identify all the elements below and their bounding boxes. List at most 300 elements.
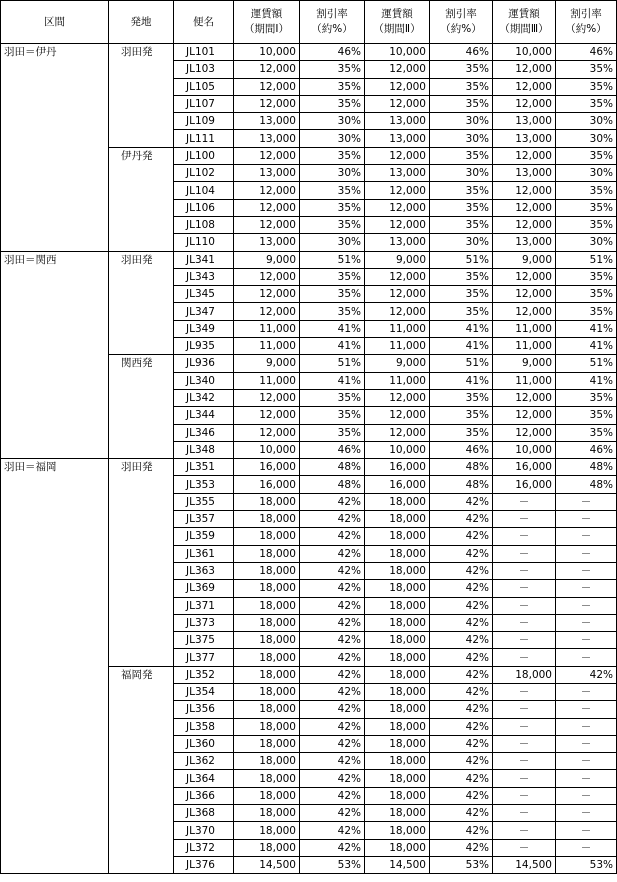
discount-period-3-cell: 46% bbox=[556, 44, 617, 61]
fare-period-3-cell: 11,000 bbox=[493, 320, 556, 337]
flight-number-cell: JL341 bbox=[174, 251, 234, 268]
discount-period-2-cell: 42% bbox=[430, 701, 493, 718]
discount-period-2-cell: 42% bbox=[430, 597, 493, 614]
origin-cell: 伊丹発 bbox=[109, 147, 174, 251]
fare-period-3-cell: 10,000 bbox=[493, 44, 556, 61]
discount-period-1-cell: 42% bbox=[300, 528, 365, 545]
discount-period-1-cell: 42% bbox=[300, 822, 365, 839]
fare-period-3-cell: 9,000 bbox=[493, 355, 556, 372]
fare-period-3-cell: 11,000 bbox=[493, 338, 556, 355]
discount-period-3-cell: － bbox=[556, 770, 617, 787]
origin-cell: 羽田発 bbox=[109, 459, 174, 667]
fare-period-3-cell: 18,000 bbox=[493, 666, 556, 683]
fare-period-2-cell: 18,000 bbox=[365, 683, 430, 700]
discount-period-2-cell: 35% bbox=[430, 216, 493, 233]
fare-period-1-cell: 12,000 bbox=[234, 199, 300, 216]
fare-period-3-cell: 12,000 bbox=[493, 182, 556, 199]
flight-number-cell: JL352 bbox=[174, 666, 234, 683]
flight-number-cell: JL342 bbox=[174, 389, 234, 406]
header-fare-period-3: 運賃額 （期間Ⅲ） bbox=[493, 1, 556, 44]
fare-period-2-cell: 12,000 bbox=[365, 78, 430, 95]
fare-period-2-cell: 18,000 bbox=[365, 511, 430, 528]
fare-period-2-cell: 12,000 bbox=[365, 199, 430, 216]
fare-period-3-cell: － bbox=[493, 562, 556, 579]
discount-period-1-cell: 35% bbox=[300, 286, 365, 303]
flight-number-cell: JL107 bbox=[174, 95, 234, 112]
discount-period-3-cell: － bbox=[556, 580, 617, 597]
discount-period-2-cell: 35% bbox=[430, 95, 493, 112]
flight-number-cell: JL106 bbox=[174, 199, 234, 216]
discount-period-3-cell: 35% bbox=[556, 199, 617, 216]
fare-period-2-cell: 14,500 bbox=[365, 856, 430, 873]
flight-number-cell: JL108 bbox=[174, 216, 234, 233]
fare-period-3-cell: 13,000 bbox=[493, 234, 556, 251]
discount-period-2-cell: 42% bbox=[430, 493, 493, 510]
flight-number-cell: JL105 bbox=[174, 78, 234, 95]
discount-period-3-cell: 46% bbox=[556, 441, 617, 458]
fare-period-3-cell: 13,000 bbox=[493, 165, 556, 182]
fare-period-1-cell: 9,000 bbox=[234, 251, 300, 268]
fare-period-2-cell: 16,000 bbox=[365, 459, 430, 476]
fare-period-3-cell: － bbox=[493, 614, 556, 631]
fare-period-1-cell: 9,000 bbox=[234, 355, 300, 372]
flight-number-cell: JL353 bbox=[174, 476, 234, 493]
discount-period-2-cell: 35% bbox=[430, 286, 493, 303]
flight-number-cell: JL347 bbox=[174, 303, 234, 320]
fare-period-3-cell: 11,000 bbox=[493, 372, 556, 389]
fare-period-1-cell: 18,000 bbox=[234, 580, 300, 597]
discount-period-1-cell: 42% bbox=[300, 805, 365, 822]
fare-period-1-cell: 13,000 bbox=[234, 130, 300, 147]
discount-period-1-cell: 42% bbox=[300, 597, 365, 614]
discount-period-2-cell: 42% bbox=[430, 614, 493, 631]
discount-period-1-cell: 30% bbox=[300, 113, 365, 130]
fare-period-2-cell: 18,000 bbox=[365, 839, 430, 856]
fare-period-3-cell: 13,000 bbox=[493, 113, 556, 130]
fare-period-1-cell: 16,000 bbox=[234, 459, 300, 476]
origin-cell: 関西発 bbox=[109, 355, 174, 459]
discount-period-3-cell: － bbox=[556, 528, 617, 545]
table-row bbox=[1, 459, 617, 476]
discount-period-3-cell: 35% bbox=[556, 407, 617, 424]
discount-period-2-cell: 42% bbox=[430, 562, 493, 579]
fare-period-2-cell: 18,000 bbox=[365, 632, 430, 649]
discount-period-3-cell: 35% bbox=[556, 424, 617, 441]
discount-period-3-cell: 41% bbox=[556, 320, 617, 337]
discount-period-2-cell: 42% bbox=[430, 822, 493, 839]
fare-period-3-cell: － bbox=[493, 493, 556, 510]
header-flight: 便名 bbox=[174, 1, 234, 44]
discount-period-2-cell: 48% bbox=[430, 459, 493, 476]
discount-period-1-cell: 35% bbox=[300, 78, 365, 95]
fare-period-2-cell: 12,000 bbox=[365, 424, 430, 441]
fare-period-1-cell: 12,000 bbox=[234, 407, 300, 424]
discount-period-3-cell: 51% bbox=[556, 251, 617, 268]
discount-period-1-cell: 48% bbox=[300, 459, 365, 476]
discount-period-2-cell: 42% bbox=[430, 666, 493, 683]
flight-number-cell: JL103 bbox=[174, 61, 234, 78]
fare-period-2-cell: 18,000 bbox=[365, 597, 430, 614]
fare-period-2-cell: 18,000 bbox=[365, 562, 430, 579]
fare-period-2-cell: 11,000 bbox=[365, 372, 430, 389]
discount-period-3-cell: － bbox=[556, 545, 617, 562]
fare-period-1-cell: 12,000 bbox=[234, 78, 300, 95]
fare-period-2-cell: 12,000 bbox=[365, 303, 430, 320]
fare-period-2-cell: 12,000 bbox=[365, 216, 430, 233]
fare-period-2-cell: 18,000 bbox=[365, 735, 430, 752]
fare-period-2-cell: 12,000 bbox=[365, 95, 430, 112]
discount-period-3-cell: 35% bbox=[556, 95, 617, 112]
fare-period-3-cell: － bbox=[493, 597, 556, 614]
flight-number-cell: JL101 bbox=[174, 44, 234, 61]
discount-period-1-cell: 46% bbox=[300, 44, 365, 61]
fare-period-3-cell: 12,000 bbox=[493, 78, 556, 95]
discount-period-2-cell: 41% bbox=[430, 338, 493, 355]
fare-period-3-cell: － bbox=[493, 805, 556, 822]
flight-number-cell: JL358 bbox=[174, 718, 234, 735]
fare-period-1-cell: 18,000 bbox=[234, 822, 300, 839]
discount-period-2-cell: 35% bbox=[430, 407, 493, 424]
fare-period-2-cell: 11,000 bbox=[365, 320, 430, 337]
flight-number-cell: JL344 bbox=[174, 407, 234, 424]
flight-number-cell: JL361 bbox=[174, 545, 234, 562]
flight-number-cell: JL368 bbox=[174, 805, 234, 822]
discount-period-2-cell: 30% bbox=[430, 130, 493, 147]
discount-period-1-cell: 41% bbox=[300, 372, 365, 389]
table-row bbox=[1, 44, 617, 61]
discount-period-2-cell: 42% bbox=[430, 511, 493, 528]
flight-number-cell: JL372 bbox=[174, 839, 234, 856]
fare-period-2-cell: 18,000 bbox=[365, 718, 430, 735]
discount-period-1-cell: 42% bbox=[300, 787, 365, 804]
discount-period-1-cell: 42% bbox=[300, 614, 365, 631]
discount-period-3-cell: － bbox=[556, 562, 617, 579]
fare-period-3-cell: 12,000 bbox=[493, 268, 556, 285]
fare-period-3-cell: 12,000 bbox=[493, 61, 556, 78]
section-route-cell: 羽田＝関西 bbox=[1, 251, 109, 459]
discount-period-2-cell: 42% bbox=[430, 632, 493, 649]
flight-number-cell: JL354 bbox=[174, 683, 234, 700]
discount-period-1-cell: 35% bbox=[300, 424, 365, 441]
fare-period-1-cell: 18,000 bbox=[234, 787, 300, 804]
flight-number-cell: JL340 bbox=[174, 372, 234, 389]
discount-period-2-cell: 42% bbox=[430, 839, 493, 856]
discount-period-1-cell: 35% bbox=[300, 407, 365, 424]
flight-number-cell: JL363 bbox=[174, 562, 234, 579]
discount-period-1-cell: 30% bbox=[300, 165, 365, 182]
discount-period-3-cell: 41% bbox=[556, 372, 617, 389]
discount-period-3-cell: － bbox=[556, 493, 617, 510]
fare-period-1-cell: 13,000 bbox=[234, 234, 300, 251]
fare-period-1-cell: 18,000 bbox=[234, 562, 300, 579]
flight-number-cell: JL377 bbox=[174, 649, 234, 666]
fare-period-1-cell: 18,000 bbox=[234, 735, 300, 752]
fare-period-2-cell: 9,000 bbox=[365, 251, 430, 268]
header-discount-period-1: 割引率 （約%） bbox=[300, 1, 365, 44]
fare-period-2-cell: 18,000 bbox=[365, 493, 430, 510]
fare-period-2-cell: 18,000 bbox=[365, 805, 430, 822]
discount-period-3-cell: － bbox=[556, 511, 617, 528]
fare-period-2-cell: 18,000 bbox=[365, 701, 430, 718]
flight-number-cell: JL343 bbox=[174, 268, 234, 285]
flight-number-cell: JL359 bbox=[174, 528, 234, 545]
fare-period-3-cell: 12,000 bbox=[493, 389, 556, 406]
discount-period-2-cell: 42% bbox=[430, 770, 493, 787]
discount-period-3-cell: － bbox=[556, 632, 617, 649]
discount-period-1-cell: 35% bbox=[300, 61, 365, 78]
fare-period-1-cell: 18,000 bbox=[234, 805, 300, 822]
fare-period-1-cell: 18,000 bbox=[234, 597, 300, 614]
fare-period-2-cell: 18,000 bbox=[365, 528, 430, 545]
fare-period-1-cell: 12,000 bbox=[234, 424, 300, 441]
discount-period-1-cell: 42% bbox=[300, 753, 365, 770]
flight-number-cell: JL936 bbox=[174, 355, 234, 372]
flight-number-cell: JL373 bbox=[174, 614, 234, 631]
discount-period-1-cell: 42% bbox=[300, 632, 365, 649]
discount-period-1-cell: 53% bbox=[300, 856, 365, 873]
discount-period-3-cell: － bbox=[556, 787, 617, 804]
fare-period-1-cell: 18,000 bbox=[234, 839, 300, 856]
discount-period-3-cell: 35% bbox=[556, 216, 617, 233]
discount-period-2-cell: 42% bbox=[430, 753, 493, 770]
discount-period-1-cell: 42% bbox=[300, 511, 365, 528]
flight-number-cell: JL111 bbox=[174, 130, 234, 147]
flight-number-cell: JL351 bbox=[174, 459, 234, 476]
fare-period-1-cell: 18,000 bbox=[234, 545, 300, 562]
fare-period-1-cell: 12,000 bbox=[234, 95, 300, 112]
discount-period-2-cell: 46% bbox=[430, 441, 493, 458]
discount-period-2-cell: 46% bbox=[430, 44, 493, 61]
fare-period-1-cell: 18,000 bbox=[234, 632, 300, 649]
fare-period-3-cell: － bbox=[493, 701, 556, 718]
discount-period-2-cell: 41% bbox=[430, 320, 493, 337]
discount-period-3-cell: － bbox=[556, 822, 617, 839]
discount-period-3-cell: － bbox=[556, 735, 617, 752]
header-discount-period-3: 割引率 （約%） bbox=[556, 1, 617, 44]
discount-period-3-cell: － bbox=[556, 597, 617, 614]
fare-period-2-cell: 18,000 bbox=[365, 787, 430, 804]
discount-period-3-cell: 48% bbox=[556, 459, 617, 476]
discount-period-3-cell: 35% bbox=[556, 147, 617, 164]
discount-period-2-cell: 42% bbox=[430, 683, 493, 700]
flight-number-cell: JL110 bbox=[174, 234, 234, 251]
discount-period-1-cell: 42% bbox=[300, 839, 365, 856]
flight-number-cell: JL357 bbox=[174, 511, 234, 528]
header-fare-period-2: 運賃額 （期間Ⅱ） bbox=[365, 1, 430, 44]
fare-period-3-cell: 12,000 bbox=[493, 286, 556, 303]
fare-period-1-cell: 12,000 bbox=[234, 303, 300, 320]
flight-number-cell: JL360 bbox=[174, 735, 234, 752]
discount-period-2-cell: 42% bbox=[430, 735, 493, 752]
origin-cell: 羽田発 bbox=[109, 44, 174, 148]
origin-cell: 福岡発 bbox=[109, 666, 174, 874]
discount-period-1-cell: 35% bbox=[300, 303, 365, 320]
discount-period-1-cell: 35% bbox=[300, 268, 365, 285]
discount-period-3-cell: 35% bbox=[556, 389, 617, 406]
fare-period-2-cell: 12,000 bbox=[365, 286, 430, 303]
discount-period-2-cell: 30% bbox=[430, 113, 493, 130]
discount-period-2-cell: 42% bbox=[430, 649, 493, 666]
fare-period-3-cell: 12,000 bbox=[493, 199, 556, 216]
fare-period-3-cell: 12,000 bbox=[493, 95, 556, 112]
discount-period-1-cell: 42% bbox=[300, 545, 365, 562]
discount-period-3-cell: － bbox=[556, 805, 617, 822]
discount-period-3-cell: 51% bbox=[556, 355, 617, 372]
discount-period-1-cell: 42% bbox=[300, 649, 365, 666]
fare-period-2-cell: 11,000 bbox=[365, 338, 430, 355]
fare-period-2-cell: 10,000 bbox=[365, 441, 430, 458]
fare-period-1-cell: 18,000 bbox=[234, 701, 300, 718]
fare-period-3-cell: － bbox=[493, 735, 556, 752]
fare-period-2-cell: 18,000 bbox=[365, 822, 430, 839]
discount-period-1-cell: 35% bbox=[300, 147, 365, 164]
discount-period-3-cell: 41% bbox=[556, 338, 617, 355]
fare-period-1-cell: 12,000 bbox=[234, 286, 300, 303]
discount-period-3-cell: 42% bbox=[556, 666, 617, 683]
fare-period-1-cell: 18,000 bbox=[234, 511, 300, 528]
fare-period-2-cell: 16,000 bbox=[365, 476, 430, 493]
flight-number-cell: JL371 bbox=[174, 597, 234, 614]
discount-period-1-cell: 42% bbox=[300, 666, 365, 683]
fare-period-2-cell: 12,000 bbox=[365, 182, 430, 199]
fare-period-3-cell: 14,500 bbox=[493, 856, 556, 873]
discount-period-3-cell: 35% bbox=[556, 268, 617, 285]
fare-period-2-cell: 12,000 bbox=[365, 61, 430, 78]
fare-period-3-cell: 12,000 bbox=[493, 407, 556, 424]
discount-period-1-cell: 35% bbox=[300, 389, 365, 406]
discount-period-3-cell: 53% bbox=[556, 856, 617, 873]
fare-period-1-cell: 18,000 bbox=[234, 753, 300, 770]
discount-period-3-cell: 48% bbox=[556, 476, 617, 493]
fare-period-3-cell: － bbox=[493, 632, 556, 649]
fare-period-1-cell: 12,000 bbox=[234, 182, 300, 199]
flight-number-cell: JL375 bbox=[174, 632, 234, 649]
fare-period-1-cell: 18,000 bbox=[234, 683, 300, 700]
header-section: 区間 bbox=[1, 1, 109, 44]
discount-period-1-cell: 30% bbox=[300, 234, 365, 251]
fare-period-1-cell: 18,000 bbox=[234, 528, 300, 545]
flight-number-cell: JL109 bbox=[174, 113, 234, 130]
flight-number-cell: JL376 bbox=[174, 856, 234, 873]
fare-period-1-cell: 11,000 bbox=[234, 338, 300, 355]
discount-period-2-cell: 42% bbox=[430, 580, 493, 597]
fare-period-1-cell: 16,000 bbox=[234, 476, 300, 493]
discount-period-1-cell: 51% bbox=[300, 355, 365, 372]
flight-number-cell: JL349 bbox=[174, 320, 234, 337]
fare-period-2-cell: 12,000 bbox=[365, 147, 430, 164]
fare-period-1-cell: 18,000 bbox=[234, 666, 300, 683]
discount-period-2-cell: 35% bbox=[430, 199, 493, 216]
fare-period-3-cell: － bbox=[493, 511, 556, 528]
discount-period-2-cell: 35% bbox=[430, 182, 493, 199]
discount-period-1-cell: 42% bbox=[300, 735, 365, 752]
fare-period-3-cell: 12,000 bbox=[493, 147, 556, 164]
discount-period-1-cell: 35% bbox=[300, 95, 365, 112]
flight-number-cell: JL935 bbox=[174, 338, 234, 355]
discount-period-3-cell: － bbox=[556, 718, 617, 735]
discount-period-1-cell: 41% bbox=[300, 338, 365, 355]
discount-period-2-cell: 30% bbox=[430, 165, 493, 182]
discount-period-2-cell: 35% bbox=[430, 268, 493, 285]
discount-period-3-cell: 30% bbox=[556, 165, 617, 182]
fare-period-1-cell: 13,000 bbox=[234, 165, 300, 182]
flight-number-cell: JL355 bbox=[174, 493, 234, 510]
discount-period-3-cell: 35% bbox=[556, 303, 617, 320]
discount-period-1-cell: 46% bbox=[300, 441, 365, 458]
flight-number-cell: JL369 bbox=[174, 580, 234, 597]
discount-period-2-cell: 42% bbox=[430, 528, 493, 545]
fare-period-2-cell: 18,000 bbox=[365, 614, 430, 631]
discount-period-3-cell: － bbox=[556, 683, 617, 700]
discount-period-2-cell: 35% bbox=[430, 78, 493, 95]
origin-cell: 羽田発 bbox=[109, 251, 174, 355]
discount-period-3-cell: － bbox=[556, 649, 617, 666]
fare-period-3-cell: － bbox=[493, 770, 556, 787]
flight-number-cell: JL356 bbox=[174, 701, 234, 718]
discount-period-2-cell: 35% bbox=[430, 61, 493, 78]
discount-period-2-cell: 42% bbox=[430, 787, 493, 804]
fare-period-3-cell: － bbox=[493, 822, 556, 839]
section-route-cell: 羽田＝福岡 bbox=[1, 459, 109, 874]
discount-period-2-cell: 35% bbox=[430, 424, 493, 441]
discount-period-2-cell: 48% bbox=[430, 476, 493, 493]
fare-period-3-cell: 12,000 bbox=[493, 424, 556, 441]
fare-period-2-cell: 13,000 bbox=[365, 130, 430, 147]
fare-period-1-cell: 12,000 bbox=[234, 61, 300, 78]
discount-period-1-cell: 35% bbox=[300, 182, 365, 199]
fare-period-1-cell: 18,000 bbox=[234, 718, 300, 735]
discount-period-2-cell: 53% bbox=[430, 856, 493, 873]
flight-number-cell: JL348 bbox=[174, 441, 234, 458]
fare-period-3-cell: 10,000 bbox=[493, 441, 556, 458]
fare-period-2-cell: 12,000 bbox=[365, 389, 430, 406]
fare-period-3-cell: － bbox=[493, 545, 556, 562]
flight-number-cell: JL362 bbox=[174, 753, 234, 770]
discount-period-2-cell: 42% bbox=[430, 805, 493, 822]
discount-period-1-cell: 42% bbox=[300, 718, 365, 735]
fare-period-1-cell: 18,000 bbox=[234, 770, 300, 787]
fare-period-1-cell: 13,000 bbox=[234, 113, 300, 130]
discount-period-2-cell: 30% bbox=[430, 234, 493, 251]
section-route-cell: 羽田＝伊丹 bbox=[1, 44, 109, 252]
flight-number-cell: JL345 bbox=[174, 286, 234, 303]
discount-period-1-cell: 42% bbox=[300, 770, 365, 787]
fare-period-1-cell: 12,000 bbox=[234, 147, 300, 164]
discount-period-2-cell: 35% bbox=[430, 303, 493, 320]
discount-period-3-cell: 35% bbox=[556, 182, 617, 199]
fare-period-2-cell: 18,000 bbox=[365, 545, 430, 562]
fare-period-3-cell: 12,000 bbox=[493, 303, 556, 320]
discount-period-3-cell: － bbox=[556, 839, 617, 856]
flight-number-cell: JL364 bbox=[174, 770, 234, 787]
fare-period-2-cell: 18,000 bbox=[365, 666, 430, 683]
fare-period-2-cell: 12,000 bbox=[365, 407, 430, 424]
flight-number-cell: JL102 bbox=[174, 165, 234, 182]
fare-period-3-cell: － bbox=[493, 649, 556, 666]
discount-period-1-cell: 42% bbox=[300, 493, 365, 510]
fare-period-2-cell: 18,000 bbox=[365, 753, 430, 770]
flight-number-cell: JL366 bbox=[174, 787, 234, 804]
discount-period-1-cell: 51% bbox=[300, 251, 365, 268]
discount-period-1-cell: 41% bbox=[300, 320, 365, 337]
fare-period-1-cell: 12,000 bbox=[234, 389, 300, 406]
discount-period-3-cell: 30% bbox=[556, 234, 617, 251]
flight-number-cell: JL370 bbox=[174, 822, 234, 839]
fare-period-3-cell: － bbox=[493, 718, 556, 735]
fare-period-1-cell: 18,000 bbox=[234, 614, 300, 631]
discount-period-1-cell: 48% bbox=[300, 476, 365, 493]
fare-period-3-cell: － bbox=[493, 580, 556, 597]
